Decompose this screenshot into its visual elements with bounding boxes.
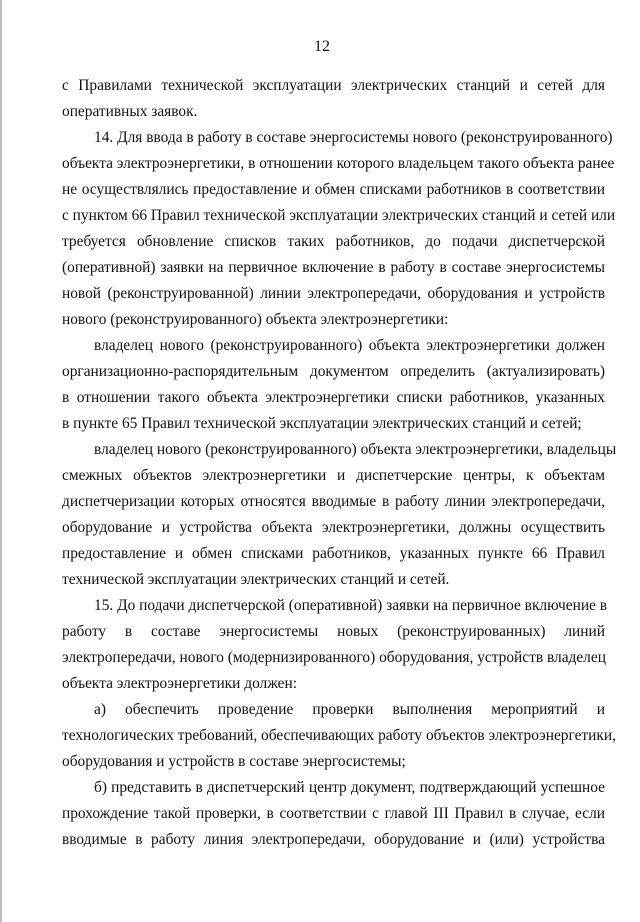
text-line: объекта электроэнергетики должен:: [62, 675, 298, 692]
text-line: с пунктом 66 Правил технической эксплуатации электрических станций и сетей или: [62, 207, 616, 224]
text-line: в отношении такого объекта электроэнергетики списки работников, указанных: [62, 389, 605, 406]
text-line: 15. До подачи диспетчерской (оперативной) заявки на первичное включение в: [94, 597, 607, 614]
page-number: 12: [314, 38, 330, 55]
text-line: владелец нового (реконструированного) объекта электроэнергетики, владельцы: [94, 441, 617, 458]
text-line: владелец нового (реконструированного) объекта электроэнергетики должен: [94, 337, 605, 354]
text-line: с Правилами технической эксплуатации электрических станций и сетей для: [62, 77, 605, 94]
text-line: оперативных заявок.: [62, 103, 198, 120]
text-line: диспетчеризации которых относятся вводимые в работу линии электропередачи,: [62, 493, 605, 510]
text-line: оборудования и устройств в составе энергосистемы;: [62, 753, 406, 770]
text-line: б) представить в диспетчерский центр документ, подтверждающий успешное: [94, 779, 605, 796]
text-line: предоставление и обмен списками работников, указанных пункте 66 Правил: [62, 545, 605, 562]
text-line: (оперативной) заявки на первичное включение в работу в составе энергосистемы: [62, 259, 605, 276]
text-line: в пункте 65 Правил технической эксплуатации электрических станций и сетей;: [62, 415, 582, 432]
text-line: вводимые в работу линия электропередачи, оборудование и (или) устройства: [62, 831, 605, 848]
text-line: объекта электроэнергетики, в отношении которого владельцем такого объекта ранее: [62, 155, 615, 172]
text-line: смежных объектов электроэнергетики и диспетчерские центры, к объектам: [62, 467, 605, 484]
text-line: не осуществлялись предоставление и обмен списками работников в соответствии: [62, 181, 605, 198]
text-line: организационно-распорядительным документом определить (актуализировать): [62, 363, 605, 380]
text-line: оборудование и устройства объекта электроэнергетики, должны осуществить: [62, 519, 605, 536]
text-line: а) обеспечить проведение проверки выполнения мероприятий и: [94, 701, 605, 718]
text-line: новой (реконструированной) линии электропередачи, оборудования и устройств: [62, 285, 605, 302]
text-line: прохождение такой проверки, в соответствии с главой III Правил в случае, если: [62, 805, 605, 822]
text-line: технологических требований, обеспечивающих работу объектов электроэнергетики,: [62, 727, 616, 744]
text-line: требуется обновление списков таких работников, до подачи диспетчерской: [62, 233, 605, 250]
text-line: технической эксплуатации электрических станций и сетей.: [62, 571, 450, 588]
text-line: электропередачи, нового (модернизированного) оборудования, устройств владелец: [62, 649, 606, 666]
document-body: [2, 73, 640, 853]
text-line: нового (реконструированного) объекта электроэнергетики:: [62, 311, 449, 328]
text-line: 14. Для ввода в работу в составе энергосистемы нового (реконструированного): [94, 129, 613, 146]
text-line: работу в составе энергосистемы новых (реконструированных) линий: [62, 623, 605, 640]
